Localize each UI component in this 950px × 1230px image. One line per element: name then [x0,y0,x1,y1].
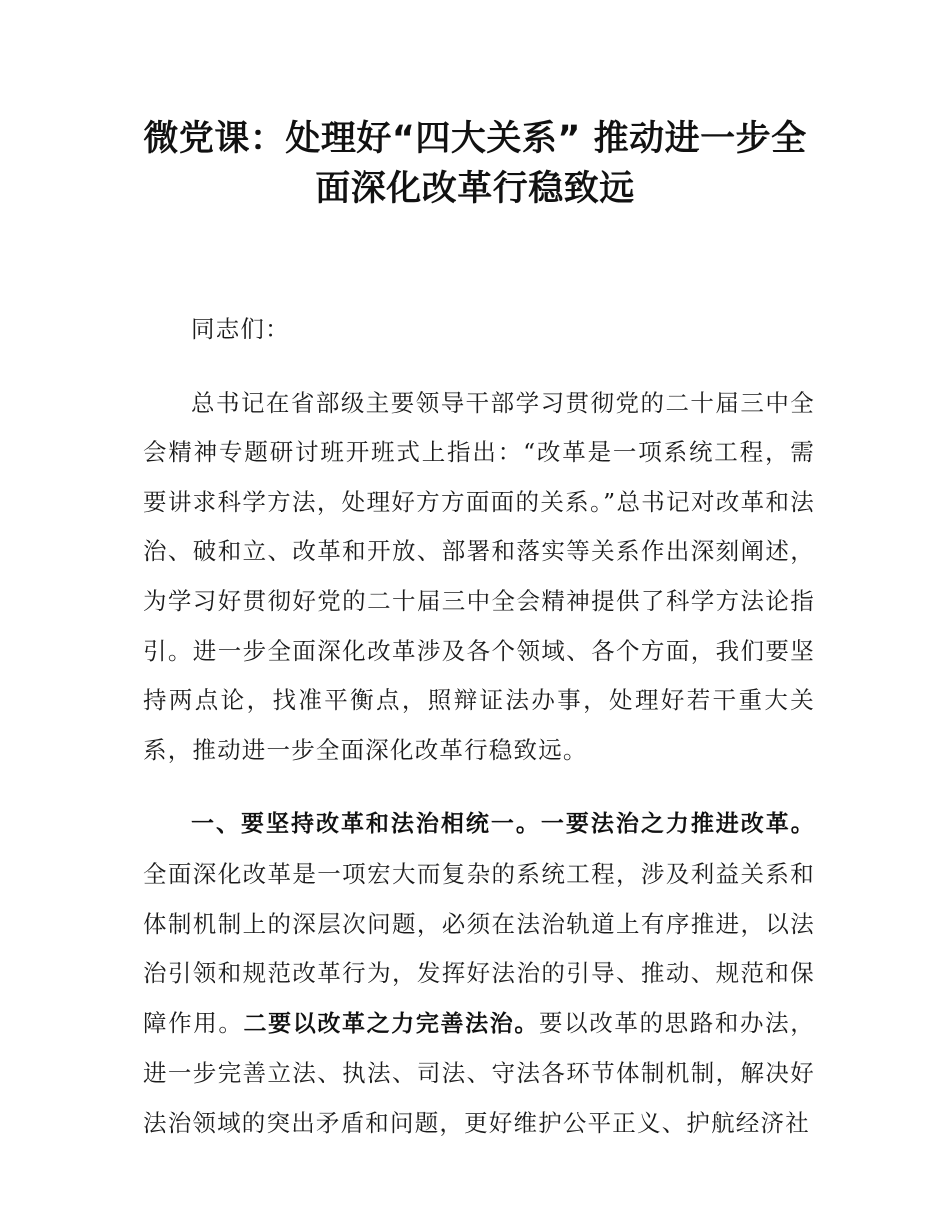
document-title [130,114,820,214]
section-1-point-2-title: 二要以改革之力完善法治。 [243,1010,540,1037]
section-1-point-1-title: 一要法治之力推进改革。 [540,811,815,838]
section-1-heading: 一、要坚持改革和法治相统一。 [191,811,541,838]
paragraph-section-1 [143,799,815,1148]
section-1-point-1-text: 全面深化改革是一项宏大而复杂的系统工程，涉及利益关系和体制机制上的深层次问题，必须在法治轨道上有序推进，以法治引领和规范改革行为，发挥好法治的引导、推动、规范和保障作用。 [143,859,815,1037]
paragraph-intro: 总书记在省部级主要领导干部学习贯彻党的二十届三中全会精神专题研讨班开班式上指出：“改革是一项系统工程，需要讲求科学方法，处理好方方面面的关系。”总书记对改革和法治、破和立、改革和开放、部署和落实等关系作出深刻阐述，为学习好贯彻好党的二十届三中全会精神提供了科学方法论指引。进一步全面深化改革涉及各个领域、各个方面，我们要坚持两点论，找准平衡点，照辩证法办事，处理好若干重大关系，推动进一步全面深化改革行稳致远。 [143,388,815,764]
title-line-1: 微党课：处理好“四大关系” 推动进一步全 [143,119,807,159]
section-1-point-2-text: 要以改革的思路和办法，进一步完善立法、执法、司法、守法各环节体制机制，解决好法治领域的突出矛盾和问题，更好维护公平正义、护航经济社 [143,1008,815,1137]
greeting: 同志们： [191,315,290,343]
document-body [143,305,815,1149]
title-line-2: 面深化改革行稳致远 [315,169,635,209]
